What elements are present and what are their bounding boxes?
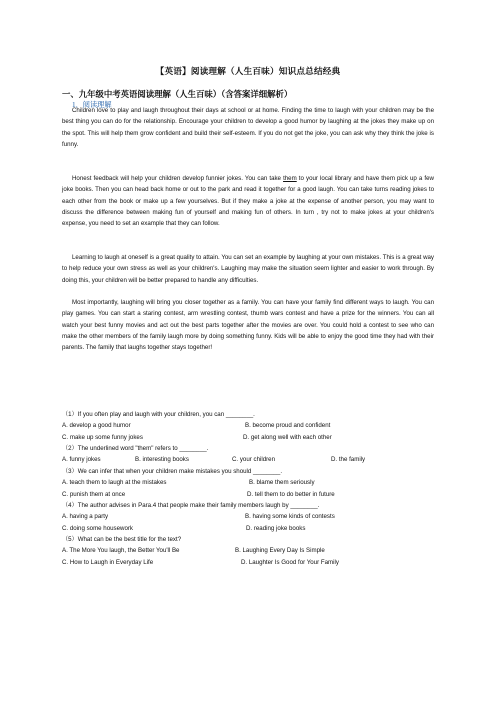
option-row xyxy=(62,477,442,488)
option-row xyxy=(62,545,442,556)
option-d[interactable]: D. get along well with each other xyxy=(243,433,332,441)
option-a[interactable]: A. having a party xyxy=(62,513,109,521)
question-stem: （5）What can be the best title for the text? xyxy=(62,536,182,543)
option-c[interactable]: C. How to Laugh in Everyday Life xyxy=(62,558,154,566)
option-row xyxy=(62,511,442,522)
option-a[interactable]: A. teach them to laugh at the mistakes xyxy=(62,479,167,487)
question-1 xyxy=(62,409,442,443)
option-row xyxy=(62,454,442,465)
option-b[interactable]: B. Laughing Every Day Is Simple xyxy=(235,547,325,555)
question-stem: （2）The underlined word "them" refers to ________. xyxy=(62,445,209,452)
paragraph-1: Children love to play and laugh throughout their days at school or at home. Finding the time to laugh with your children may be the best thing you can do for the relationship. Encourage your children to develop a good humor by laughing at the jokes they make up on the spot. This will help them grow confident and build their self-esteem. If you do not get the joke, you can ask why they think the joke is funny. xyxy=(62,107,434,148)
question-stem: （3）We can infer that when your children make mistakes you should ________. xyxy=(62,468,283,475)
paragraph-2: Honest feedback will help your children develop funnier jokes. You can take them to your local library and have them pick up a few joke books. Then you can head back home or out to the park and read it together for a good laugh. You can take turns reading jokes to each other from the book or make up a few yourselves. But if they make a joke at the expense of another person, you may want to discuss the difference between making fun of yourself and making fun of others. In turn , try not to make jokes at your children's expense, you need to set an example that they can follow. xyxy=(62,175,434,228)
option-b[interactable]: B. having some kinds of contests xyxy=(245,513,335,521)
option-b[interactable]: B. blame them seriously xyxy=(249,479,315,487)
option-b[interactable]: B. interesting books xyxy=(135,456,189,464)
paragraph-3: Learning to laugh at oneself is a great quality to attain. You can set an example by laughing at your own mistakes. This is a great way to help reduce your own stress as well as your children's. Laughing may make the situation seem lighter and easier to work through. By doing this, your children will be better prepared to handle any difficulties. xyxy=(62,254,434,284)
option-d[interactable]: D. reading joke books xyxy=(246,524,306,532)
option-a[interactable]: A. funny jokes xyxy=(62,456,101,464)
option-c[interactable]: C. punish them at once xyxy=(62,490,126,498)
option-d[interactable]: D. Laughter Is Good for Your Family xyxy=(241,558,339,566)
option-c[interactable]: C. doing some housework xyxy=(62,524,133,532)
option-d[interactable]: D. the family xyxy=(331,456,366,464)
question-stem: （1）If you often play and laugh with your children, you can ________. xyxy=(62,411,255,418)
option-c[interactable]: C. your children xyxy=(232,456,276,464)
option-row xyxy=(62,432,442,443)
option-c[interactable]: C. make up some funny jokes xyxy=(62,433,143,441)
underlined-word: them xyxy=(283,175,297,182)
option-a[interactable]: A. The More You laugh, the Better You'll Be xyxy=(62,547,180,555)
question-2 xyxy=(62,443,442,466)
section-heading: 一、九年级中考英语阅读理解（人生百味）（含答案详细解析） xyxy=(62,89,293,99)
option-row xyxy=(62,557,442,568)
question-stem: （4）The author advises in Para.4 that people make their family members laugh by ________. xyxy=(62,502,320,509)
option-row xyxy=(62,489,442,500)
option-row xyxy=(62,523,442,534)
paragraph-4: Most importantly, laughing will bring you closer together as a family. You can have your family find different ways to laugh. You can play games. You can start a staring contest, arm wrestling contest, thumb wars contest and have a prize for the winners. You can all watch your best funny movies and act out the best parts together after the movies are over. You could hold a contest to see who can make the other members of the family laugh more by doing something funny. Kids will be able to enjoy the good time they had with their parents. The family that laughs together stays together! xyxy=(62,299,434,352)
option-b[interactable]: B. become proud and confident xyxy=(245,422,331,430)
option-row xyxy=(62,420,442,431)
question-4 xyxy=(62,500,442,534)
option-d[interactable]: D. tell them to do better in future xyxy=(247,490,335,498)
question-3 xyxy=(62,466,442,500)
question-5 xyxy=(62,534,442,568)
document-title: 【英语】阅读理解（人生百味）知识点总结经典 xyxy=(155,66,341,76)
sub-heading: 1．阅读理解 xyxy=(72,101,112,109)
option-a[interactable]: A. develop a good humor xyxy=(62,422,131,430)
